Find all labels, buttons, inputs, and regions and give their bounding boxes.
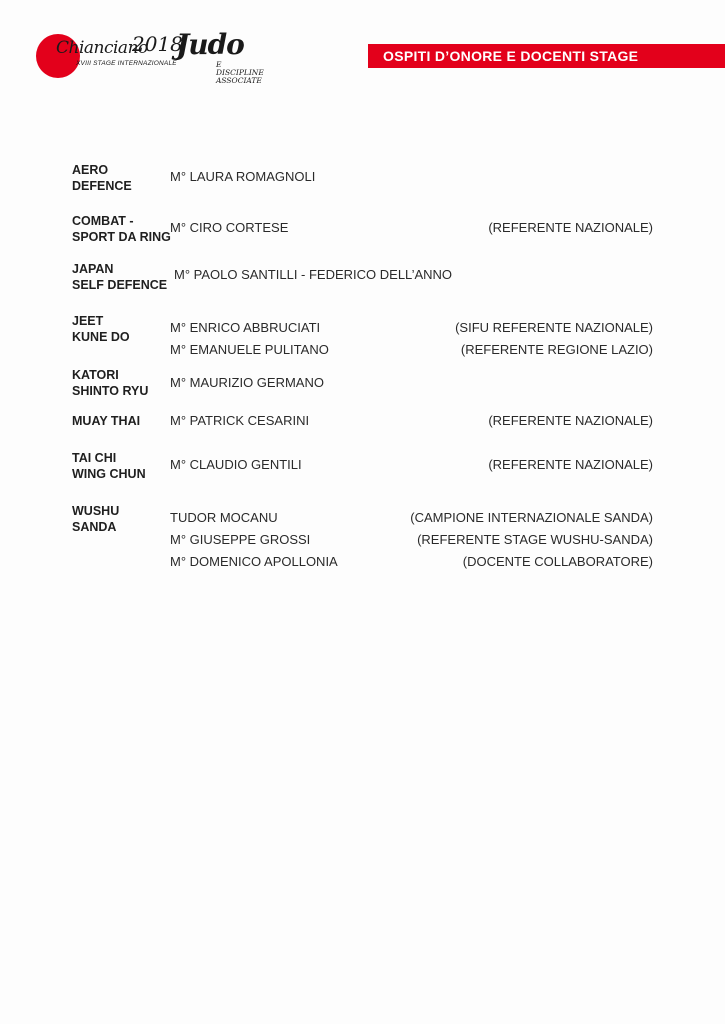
discipline-name: KATORI SHINTO RYU	[72, 368, 149, 398]
person-name: TUDOR MOCANU	[170, 510, 278, 525]
logo-chianciano-text: Chianciano	[56, 38, 148, 58]
person-name: M° PAOLO SANTILLI - FEDERICO DELL’ANNO	[174, 267, 453, 282]
person-name: M° DOMENICO APOLLONIA	[170, 554, 338, 569]
discipline-name: WUSHU SANDA	[72, 504, 120, 534]
person-name: M° LAURA ROMAGNOLI	[170, 169, 316, 184]
page-header-band	[368, 44, 725, 68]
event-logo	[36, 28, 264, 88]
person-role: (REFERENTE NAZIONALE)	[488, 457, 653, 472]
discipline-name: MUAY THAI	[72, 414, 141, 428]
person-role: (REFERENTE REGIONE LAZIO)	[460, 342, 653, 357]
person-name: M° GIUSEPPE GROSSI	[170, 532, 311, 547]
discipline-name: COMBAT - SPORT DA RING	[72, 214, 171, 244]
person-name: M° CLAUDIO GENTILI	[170, 457, 302, 472]
discipline-name: JEET KUNE DO	[72, 314, 130, 344]
person-name: M° EMANUELE PULITANO	[170, 342, 329, 357]
person-name: M° MAURIZIO GERMANO	[170, 375, 324, 390]
logo-year-text: 2018	[132, 32, 183, 56]
logo-stage-text: XVIII STAGE INTERNAZIONALE	[76, 60, 177, 67]
person-name: M° ENRICO ABBRUCIATI	[170, 320, 321, 335]
person-role: (REFERENTE NAZIONALE)	[488, 413, 653, 428]
logo-judo-subtitle: E DISCIPLINE ASSOCIATE	[216, 60, 264, 85]
person-role: (CAMPIONE INTERNAZIONALE SANDA)	[410, 510, 653, 525]
person-role: (REFERENTE NAZIONALE)	[488, 220, 653, 235]
person-name: M° PATRICK CESARINI	[170, 413, 310, 428]
discipline-name: JAPAN SELF DEFENCE	[72, 262, 168, 292]
person-role: (SIFU REFERENTE NAZIONALE)	[455, 320, 653, 335]
discipline-name: TAI CHI WING CHUN	[72, 451, 146, 481]
logo-judo-text: Judo	[176, 28, 244, 61]
person-name: M° CIRO CORTESE	[170, 220, 289, 235]
discipline-name: AERO DEFENCE	[72, 163, 132, 193]
person-role: (REFERENTE STAGE WUSHU-SANDA)	[417, 532, 653, 547]
person-role: (DOCENTE COLLABORATORE)	[462, 554, 653, 569]
page-title: OSPITI D’ONORE E DOCENTI STAGE	[383, 48, 639, 64]
